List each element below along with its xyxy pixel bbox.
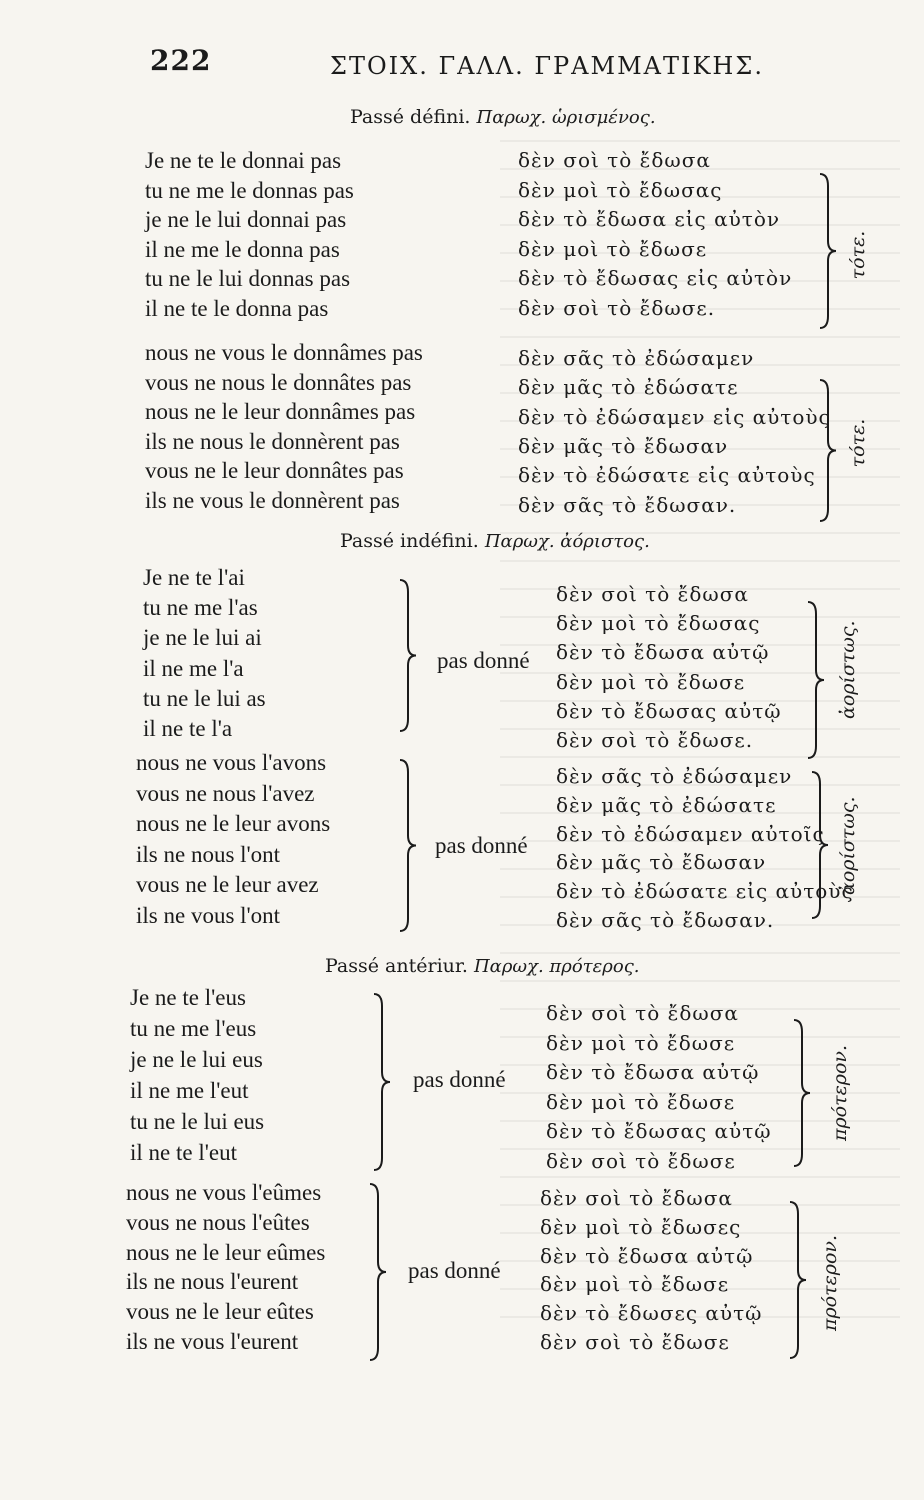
left-group-brace	[368, 1182, 388, 1366]
side-label: ἀορίστως.	[837, 620, 859, 719]
french-line: ils ne nous l'eurent	[126, 1269, 299, 1295]
french-line: ils ne vous l'ont	[136, 902, 281, 928]
greek-line: δὲν τὸ ἔδωσα αὐτῷ	[540, 1243, 754, 1268]
side-label: ἀορίστως.	[837, 796, 859, 895]
greek-line: δὲν τὸ ἔδωσας αὐτῷ	[556, 698, 782, 723]
french-line: ils ne vous l'eurent	[126, 1329, 299, 1354]
side-label: τότε.	[847, 418, 869, 468]
french-line: vous ne nous l'avez	[136, 780, 315, 806]
greek-line: δὲν μοὶ τὸ ἔδωσε	[540, 1272, 730, 1297]
running-title: ΣΤΟΙΧ. ΓΑΛΛ. ΓΡΑΜΜΑΤΙΚΗΣ.	[330, 52, 764, 80]
greek-line: δὲν τὸ ἔδωσα αὐτῷ	[556, 640, 770, 665]
greek-line: δὲν τὸ ἔδωσας αὐτῷ	[546, 1119, 772, 1144]
heading-french: Passé défini.	[350, 106, 471, 128]
greek-line: δὲν μοὶ τὸ ἔδωσας	[556, 611, 761, 636]
greek-line: δὲν τὸ ἔδωσα αὐτῷ	[546, 1060, 760, 1085]
french-line: je ne le lui donnai pas	[145, 207, 347, 232]
greek-line: δὲν τὸ ἐδώσαμεν αὐτοῖς	[556, 821, 825, 846]
right-group-brace	[818, 378, 838, 527]
section-heading	[340, 530, 650, 552]
greek-line: δὲν σοὶ τὸ ἔδωσα	[540, 1186, 733, 1210]
greek-line: δὲν μοὶ τὸ ἔδωσε	[556, 669, 746, 694]
side-label: πρότερον.	[829, 1044, 851, 1141]
pas-donne-label: pas donné	[413, 1067, 506, 1092]
greek-line: δὲν μοὶ τὸ ἔδωσας	[518, 177, 723, 202]
greek-line: δὲν σοὶ τὸ ἔδωσε	[540, 1330, 730, 1354]
heading-greek: Παρωχ. ὡρισμένος.	[476, 107, 656, 128]
french-line: vous ne le leur donnâtes pas	[145, 458, 404, 483]
greek-line: δὲν μᾶς τὸ ἔδωσαν	[556, 850, 767, 875]
french-line: tu ne me l'eus	[130, 1016, 257, 1041]
greek-line: δὲν μοὶ τὸ ἔδωσε	[546, 1089, 736, 1114]
french-line: il ne te le donna pas	[145, 295, 329, 321]
french-line: tu ne me l'as	[143, 595, 258, 621]
pas-donne-label: pas donné	[437, 648, 530, 673]
greek-line: δὲν μᾶς τὸ ἔδωσαν	[518, 433, 729, 458]
french-line: Je ne te l'eus	[130, 985, 246, 1010]
pas-donne-label: pas donné	[408, 1258, 501, 1283]
french-line: nous ne le leur eûmes	[126, 1239, 326, 1265]
french-line: il ne te l'a	[143, 716, 233, 741]
french-line: tu ne me le donnas pas	[145, 177, 354, 203]
french-line: Je ne te le donnai pas	[145, 148, 342, 173]
greek-line: δὲν σᾶς τὸ ἐδώσαμεν	[518, 346, 755, 370]
pas-donne-label: pas donné	[435, 833, 528, 858]
side-label: τότε.	[847, 230, 869, 280]
greek-line: δὲν μοὶ τὸ ἔδωσες	[540, 1214, 742, 1239]
french-line: ils ne vous le donnèrent pas	[145, 487, 400, 513]
french-line: je ne le lui ai	[143, 625, 262, 651]
french-line: vous ne nous l'eûtes	[126, 1209, 310, 1235]
greek-line: δὲν σοὶ τὸ ἔδωσε.	[556, 728, 754, 752]
section-heading	[325, 955, 640, 977]
heading-greek: Παρωχ. ἀόριστος.	[484, 531, 650, 552]
greek-line: δὲν τὸ ἔδωσες αὐτῷ	[540, 1301, 763, 1326]
greek-line: δὲν τὸ ἔδωσα εἰς αὐτὸν	[518, 207, 781, 231]
french-line: ils ne nous le donnèrent pas	[145, 428, 400, 454]
french-line: vous ne le leur eûtes	[126, 1299, 314, 1325]
french-line: tu ne le lui donnas pas	[145, 266, 351, 291]
heading-french: Passé indéfini.	[340, 530, 479, 552]
greek-line: δὲν σᾶς τὸ ἐδώσαμεν	[556, 764, 793, 788]
greek-line: δὲν μᾶς τὸ ἐδώσατε	[518, 375, 739, 400]
left-group-brace	[398, 578, 418, 737]
greek-line: δὲν τὸ ἐδώσατε εἰς αὐτοὺς	[518, 463, 816, 488]
greek-line: δὲν τὸ ἔδωσας εἰς αὐτὸν	[518, 266, 793, 290]
greek-line: δὲν σᾶς τὸ ἔδωσαν.	[556, 908, 775, 932]
french-line: Je ne te l'ai	[143, 565, 245, 590]
greek-line: δὲν σοὶ τὸ ἔδωσε	[546, 1149, 736, 1173]
french-line: nous ne vous l'eûmes	[126, 1180, 322, 1205]
greek-line: δὲν μᾶς τὸ ἐδώσατε	[556, 792, 777, 817]
heading-french: Passé antériur.	[325, 955, 468, 977]
right-group-brace	[806, 600, 826, 764]
heading-greek: Παρωχ. πρότερος.	[473, 956, 640, 977]
french-line: nous ne le leur donnâmes pas	[145, 399, 416, 424]
french-line: ils ne nous l'ont	[136, 841, 281, 867]
greek-line: δὲν σοὶ τὸ ἔδωσα	[546, 1001, 739, 1025]
greek-line: δὲν σοὶ τὸ ἔδωσα	[556, 582, 749, 606]
french-line: nous ne vous l'avons	[136, 750, 327, 775]
greek-line: δὲν μοὶ τὸ ἔδωσε	[546, 1030, 736, 1055]
page-number: 222	[150, 44, 212, 77]
side-label: πρότερον.	[819, 1234, 841, 1331]
right-group-brace	[810, 770, 830, 924]
french-line: il ne te l'eut	[130, 1140, 237, 1165]
french-line: il ne me l'eut	[130, 1078, 249, 1103]
french-line: nous ne vous le donnâmes pas	[145, 340, 423, 365]
section-heading	[350, 106, 656, 128]
french-line: tu ne le lui eus	[130, 1109, 265, 1134]
greek-line: δὲν σοὶ τὸ ἔδωσε.	[518, 295, 716, 320]
left-group-brace	[398, 758, 418, 937]
greek-line: δὲν τὸ ἐδώσαμεν εἰς αὐτοὺς	[518, 404, 831, 429]
right-group-brace	[792, 1018, 812, 1172]
greek-line: δὲν σᾶς τὸ ἔδωσαν.	[518, 492, 737, 517]
french-line: je ne le lui eus	[130, 1047, 263, 1072]
right-group-brace	[818, 172, 838, 334]
right-group-brace	[788, 1200, 808, 1364]
french-line: tu ne le lui as	[143, 685, 266, 711]
greek-line: δὲν σοὶ τὸ ἔδωσα	[518, 148, 711, 172]
greek-line: δὲν μοὶ τὸ ἔδωσε	[518, 236, 708, 261]
greek-line: δὲν τὸ ἐδώσατε εἰς αὐτοὺς	[556, 879, 854, 904]
french-line: il ne me l'a	[143, 655, 244, 681]
french-line: nous ne le leur avons	[136, 811, 331, 836]
french-line: vous ne le leur avez	[136, 872, 319, 897]
french-line: vous ne nous le donnâtes pas	[145, 369, 412, 395]
french-line: il ne me le donna pas	[145, 236, 340, 262]
left-group-brace	[372, 992, 392, 1176]
